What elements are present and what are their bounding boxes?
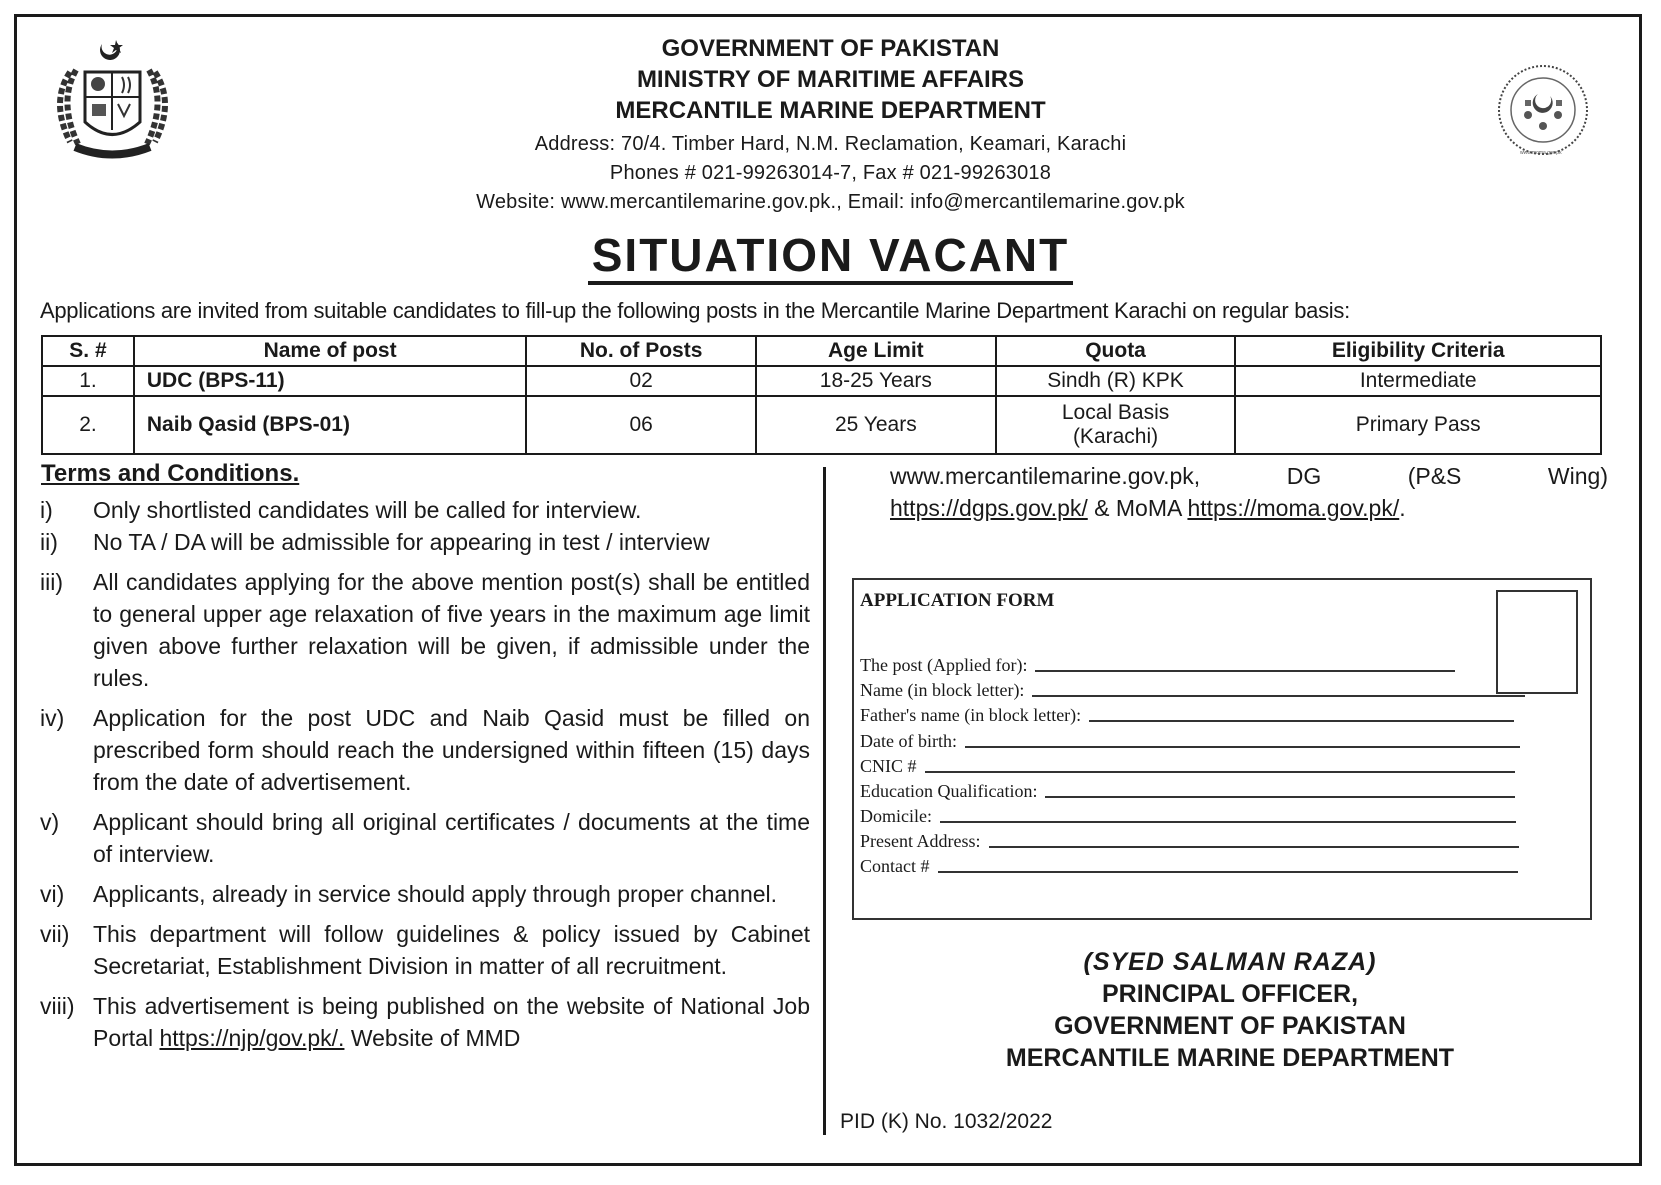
seal-url: www.moma.gov.pk bbox=[1520, 150, 1562, 156]
term-text: Applicants, already in service should apply through proper channel. bbox=[93, 881, 778, 907]
header-count: No. of Posts bbox=[526, 336, 756, 366]
term-text: Only shortlisted candidates will be called for interview. bbox=[93, 497, 642, 523]
signatory-name: (SYED SALMAN RAZA) bbox=[1083, 948, 1377, 976]
cell-age: 18-25 Years bbox=[756, 366, 996, 396]
field-blank[interactable] bbox=[940, 821, 1516, 823]
application-form bbox=[852, 578, 1592, 920]
form-field-post bbox=[860, 652, 1455, 676]
period: . bbox=[1399, 495, 1406, 521]
ps-text: (P&S bbox=[1407, 463, 1462, 489]
terms-list bbox=[40, 494, 810, 1062]
field-label: Name (in block letter): bbox=[860, 680, 1025, 700]
header-ministry: MINISTRY OF MARITIME AFFAIRS bbox=[636, 66, 1025, 93]
term-text: Application for the post UDC and Naib Qasid must be filled on prescribed form should reach the undersigned within fifteen (15) days from the date of advertisement. bbox=[93, 705, 810, 795]
header-government: GOVERNMENT OF PAKISTAN bbox=[661, 35, 1000, 62]
term-number: v) bbox=[40, 809, 60, 835]
cell-eligibility: Intermediate bbox=[1235, 366, 1601, 396]
form-field-cnic bbox=[860, 753, 1515, 777]
terms-heading: Terms and Conditions. bbox=[41, 460, 300, 487]
intro-text: Applications are invited from suitable candidates to fill-up the following posts in the Mercantile Marine Department Karachi on regular basis: bbox=[40, 298, 1350, 323]
field-label: Contact # bbox=[860, 856, 930, 876]
table-header-row bbox=[42, 336, 1601, 366]
term-text: This department will follow guidelines & policy issued by Cabinet Secretariat, Establishment Division in matter of all recruitment. bbox=[93, 921, 810, 979]
cell-count: 02 bbox=[526, 366, 756, 396]
cell-quota bbox=[996, 396, 1236, 454]
term-number: iv) bbox=[40, 705, 65, 731]
field-blank[interactable] bbox=[1035, 670, 1455, 672]
field-blank[interactable] bbox=[1045, 796, 1515, 798]
and-moma-text: & MoMA bbox=[1087, 495, 1188, 521]
quota-line-2: (Karachi) bbox=[1072, 425, 1159, 448]
term-text: Applicant should bring all original certificates / documents at the time of interview. bbox=[93, 809, 810, 867]
term-text: All candidates applying for the above mention post(s) shall be entitled to general upper age relaxation of five years in the maximum age limit given above further relaxation will be given, if admissible under the rules. bbox=[93, 569, 810, 691]
header-post: Name of post bbox=[134, 336, 526, 366]
cell-post: UDC (BPS-11) bbox=[134, 366, 526, 396]
continuation-text bbox=[890, 460, 1608, 524]
term-number: vii) bbox=[40, 921, 70, 947]
header-sno: S. # bbox=[42, 336, 134, 366]
cell-quota: Sindh (R) KPK bbox=[996, 366, 1236, 396]
term-number: viii) bbox=[40, 993, 75, 1019]
cell-age: 25 Years bbox=[756, 396, 996, 454]
term-item bbox=[40, 566, 810, 694]
dgps-link[interactable]: https://dgps.gov.pk/ bbox=[890, 495, 1088, 521]
term-text: This advertisement is being published on the website of National Job Portal https://njp/gov.pk/. Website of MMD bbox=[93, 993, 810, 1051]
form-field-address bbox=[860, 828, 1519, 852]
cell-sno: 1. bbox=[42, 366, 134, 396]
field-label: CNIC # bbox=[860, 756, 917, 776]
cell-eligibility: Primary Pass bbox=[1235, 396, 1601, 454]
form-field-father-name bbox=[860, 702, 1514, 726]
header-address: Address: 70/4. Timber Hard, N.M. Reclamation, Keamari, Karachi bbox=[534, 133, 1127, 155]
field-blank[interactable] bbox=[1032, 695, 1525, 697]
field-label: Father's name (in block letter): bbox=[860, 705, 1082, 725]
dg-text: DG bbox=[1286, 463, 1322, 489]
form-field-name bbox=[860, 677, 1525, 701]
njp-link[interactable]: https://njp/gov.pk/. bbox=[159, 1025, 345, 1051]
field-blank[interactable] bbox=[989, 846, 1519, 848]
term-text: No TA / DA will be admissible for appearing in test / interview bbox=[93, 529, 710, 555]
signatory-org-2: MERCANTILE MARINE DEPARTMENT bbox=[1005, 1044, 1455, 1072]
mmd-site-link[interactable]: www.mercantilemarine.gov.pk, bbox=[890, 463, 1201, 489]
wing-text: Wing) bbox=[1547, 463, 1608, 489]
form-field-domicile bbox=[860, 803, 1516, 827]
page-title: SITUATION VACANT bbox=[0, 228, 1661, 282]
field-blank[interactable] bbox=[965, 746, 1520, 748]
cell-sno: 2. bbox=[42, 396, 134, 454]
field-label: Education Qualification: bbox=[860, 781, 1038, 801]
form-title: APPLICATION FORM bbox=[860, 590, 1055, 611]
table-row bbox=[42, 396, 1601, 454]
term-item bbox=[40, 702, 810, 798]
field-label: The post (Applied for): bbox=[860, 655, 1028, 675]
term-number: ii) bbox=[40, 529, 58, 555]
quota-line-1: Local Basis bbox=[1061, 401, 1170, 424]
term-item bbox=[40, 526, 810, 558]
pid-number: PID (K) No. 1032/2022 bbox=[840, 1110, 1053, 1133]
term-number: iii) bbox=[40, 569, 63, 595]
signatory-org-1: GOVERNMENT OF PAKISTAN bbox=[1054, 1012, 1406, 1040]
term-item bbox=[40, 990, 810, 1054]
cell-count: 06 bbox=[526, 396, 756, 454]
field-label: Date of birth: bbox=[860, 731, 957, 751]
term-item bbox=[40, 878, 810, 910]
table-row bbox=[42, 366, 1601, 396]
term-number: i) bbox=[40, 497, 53, 523]
posts-table bbox=[41, 335, 1602, 455]
term-item bbox=[40, 806, 810, 870]
signatory-title: PRINCIPAL OFFICER, bbox=[1101, 980, 1359, 1008]
header-quota: Quota bbox=[996, 336, 1236, 366]
header-website: Website: www.mercantilemarine.gov.pk., Email: info@mercantilemarine.gov.pk bbox=[476, 191, 1185, 213]
cell-post: Naib Qasid (BPS-01) bbox=[134, 396, 526, 454]
column-divider bbox=[823, 467, 826, 1135]
moma-link[interactable]: https://moma.gov.pk/ bbox=[1187, 495, 1400, 521]
form-field-education bbox=[860, 778, 1515, 802]
form-field-dob bbox=[860, 728, 1520, 752]
term-item bbox=[40, 918, 810, 982]
header-age: Age Limit bbox=[756, 336, 996, 366]
term-item bbox=[40, 494, 810, 526]
term-number: vi) bbox=[40, 881, 65, 907]
field-label: Domicile: bbox=[860, 806, 932, 826]
header-phones: Phones # 021-99263014-7, Fax # 021-99263018 bbox=[609, 162, 1052, 184]
field-blank[interactable] bbox=[925, 771, 1515, 773]
field-blank[interactable] bbox=[1089, 720, 1514, 722]
header-department: MERCANTILE MARINE DEPARTMENT bbox=[615, 97, 1046, 124]
field-blank[interactable] bbox=[938, 871, 1518, 873]
field-label: Present Address: bbox=[860, 831, 981, 851]
header-eligibility: Eligibility Criteria bbox=[1235, 336, 1601, 366]
form-field-contact bbox=[860, 853, 1518, 877]
